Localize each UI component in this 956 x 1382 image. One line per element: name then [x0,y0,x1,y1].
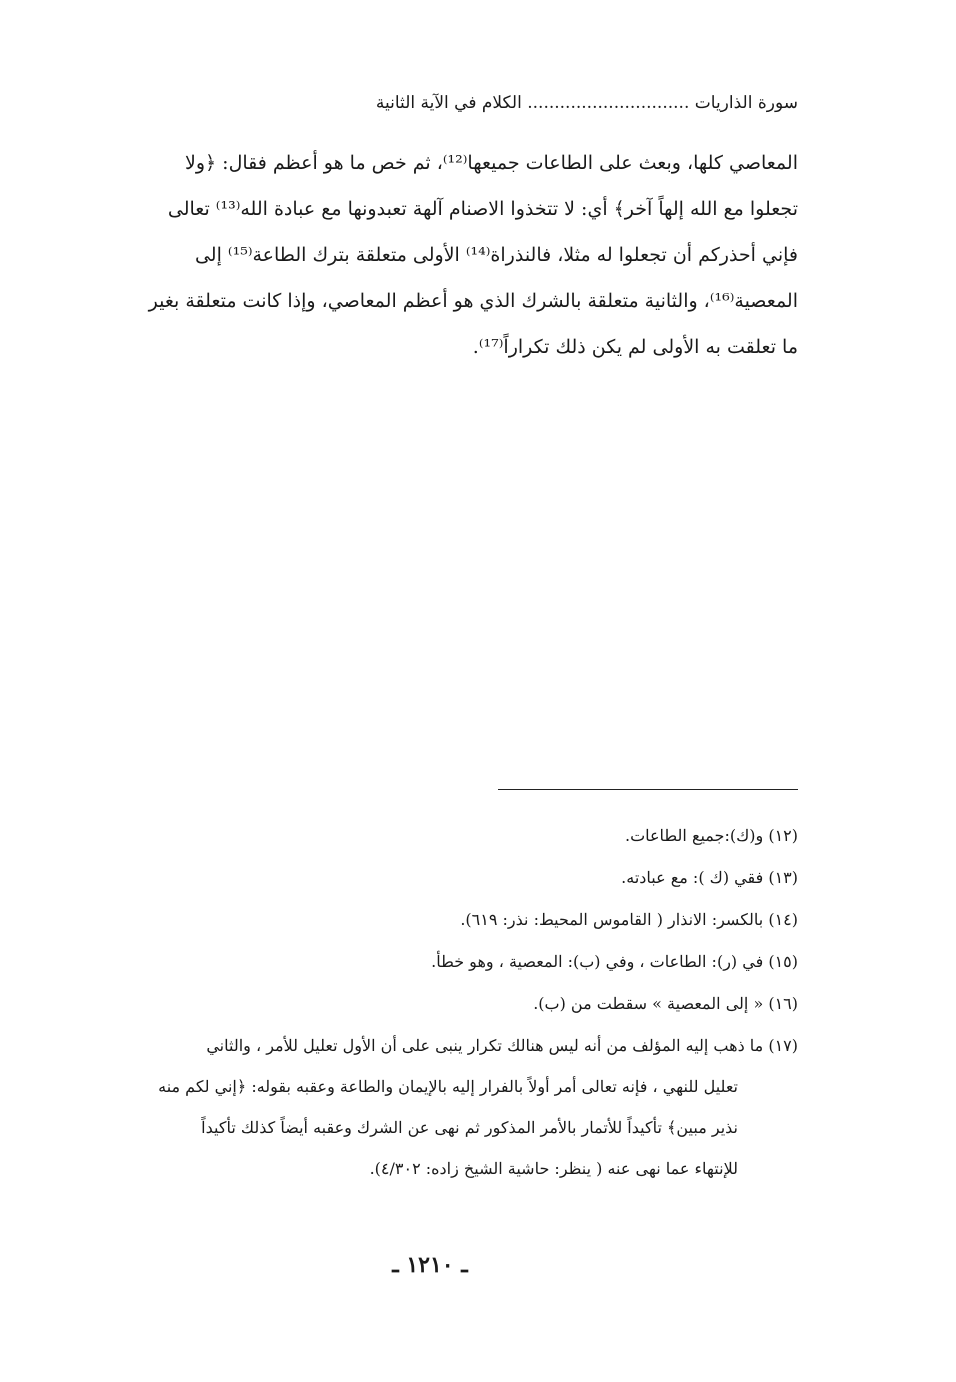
footnote-17 [38,1025,798,1189]
footnote-12: (١٢) و(ك):جميع الطاعات. [624,826,798,845]
header-surah-title: سورة الذاريات [694,93,798,113]
footnote-13: (١٣) فقي (ك ): مع عبادته. [621,868,798,887]
footnote-14: (١٤) بالكسر: الانذار ( القاموس المحيط: نذر: ٦١٩). [460,910,798,929]
running-header [38,88,798,118]
main-text [38,140,798,370]
body-line: المعصية⁽¹⁶⁾، والثانية متعلقة بالشرك الذي هو أعظم المعاصي، وإذا كانت متعلقة بغير [148,290,798,312]
footnote-separator [498,789,798,790]
header-section-title: الكلام في الآية الثانية [375,93,522,113]
footnote-17-line: للإنتهاء عما نهى عنه ( ينظر: حاشية الشيخ زاده: ٤/٣٠٢). [369,1159,738,1178]
body-line: ما تعلقت به الأولى لم يكن ذلك تكراراً⁽¹⁷⁾. [472,336,798,358]
footnotes [38,815,798,1189]
footnote-17-line: (١٧) ما ذهب إليه المؤلف من أنه ليس هنالك تكرار ينبى على أن الأول تعليل للأمر ، والثاني [206,1036,798,1055]
footnote-16: (١٦) « إلى المعصية » سقطت من (ب). [533,994,798,1013]
footnote-15: (١٥) في (ر): الطاعات ، وفي (ب): المعصية ، وهو خطأ. [431,952,798,971]
header-leader-dots: .............................. [527,93,690,113]
page-number: ـ ١٢١٠ ـ [392,1252,468,1278]
body-line: تجعلوا مع الله إلهاً آخر﴾ أي: لا تتخذوا الاصنام آلهة تعبدونها مع عبادة الله⁽¹³⁾ تعالى [167,198,798,220]
body-line: المعاصي كلها، وبعث على الطاعات جميعها⁽¹²⁾، ثم خص ما هو أعظم فقال: ﴿ولا [185,152,798,174]
footnote-17-line: تعليل للنهي ، فإنه تعالى أمر أولاً بالفرار إليه بالإيمان والطاعة وعقبه بقوله: ﴿إني لكم منه [158,1077,738,1096]
footnote-17-line: نذير مبين﴾ تأكيداً للأتمار بالأمر المذكور ثم نهى عن الشرك وعقبه أيضاً كذلك تأكيداً [201,1118,738,1137]
body-line: فإني أحذركم أن تجعلوا له مثلا، فالنذراة⁽¹⁴⁾ الأولى متعلقة بترك الطاعة⁽¹⁵⁾ إلى [194,244,798,266]
